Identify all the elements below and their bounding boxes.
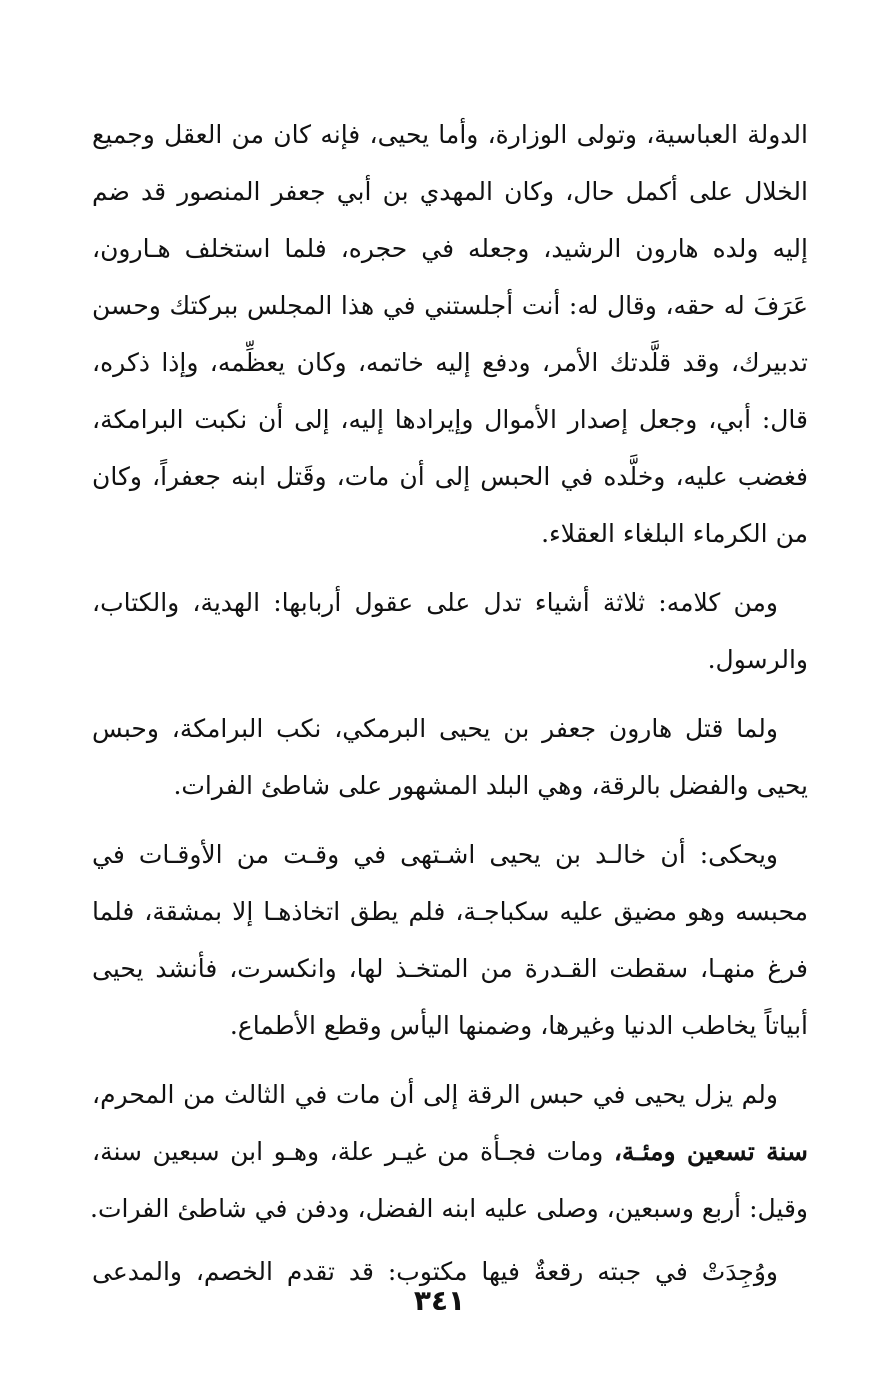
paragraph xyxy=(92,700,808,814)
text-line: من الكرماء البلغاء العقلاء. xyxy=(541,519,808,548)
paragraph xyxy=(92,574,808,688)
text-line: فغضب عليه، وخلَّده في الحبس إلى أن مات، وقَتل ابنه جعفراً، وكان xyxy=(92,462,808,491)
paragraph xyxy=(92,826,808,1054)
text-line: محبسه وهو مضيق عليه سكباجـة، فلم يطق اتخاذهـا إلا بمشقة، فلما xyxy=(92,897,808,926)
text-line: ووُجِدَتْ في جبته رقعةٌ فيها مكتوب: قد تقدم الخصم، والمدعى xyxy=(92,1257,778,1286)
text-line: ومن كلامه: ثلاثة أشياء تدل على عقول أربابها: الهدية، والكتاب، xyxy=(92,588,778,617)
line-remainder: ومات فجـأة من غيـر علة، وهـو ابن سبعين سنة، xyxy=(92,1137,614,1166)
text-line: الخلال على أكمل حال، وكان المهدي بن أبي جعفر المنصور قد ضم xyxy=(92,177,808,206)
text-line: ويحكى: أن خالـد بن يحيى اشـتهى في وقـت من الأوقـات في xyxy=(92,840,778,869)
paragraph xyxy=(92,106,808,562)
text-line: ولم يزل يحيى في حبس الرقة إلى أن مات في الثالث من المحرم، xyxy=(92,1080,778,1109)
text-line: أبياتاً يخاطب الدنيا وغيرها، وضمنها اليأس وقطع الأطماع. xyxy=(229,1011,808,1040)
paragraph-gap xyxy=(92,562,808,574)
paragraph-gap xyxy=(92,688,808,700)
text-line: والرسول. xyxy=(707,645,808,674)
paragraph-gap xyxy=(92,1054,808,1066)
text-line: ولما قتل هارون جعفر بن يحيى البرمكي، نكب البرامكة، وحبس xyxy=(92,714,778,743)
text-line: تدبيرك، وقد قلَّدتك الأمر، ودفع إليه خاتمه، وكان يعظِّمه، وإذا ذكره، xyxy=(92,348,808,377)
text-line: إليه ولده هارون الرشيد، وجعله في حجره، فلما استخلف هـارون، xyxy=(92,234,808,263)
paragraph xyxy=(92,1066,808,1237)
text-line: قال: أبي، وجعل إصدار الأموال وإيرادها إليه، إلى أن نكبت البرامكة، xyxy=(92,405,808,434)
page-number: ٣٤١ xyxy=(413,1284,466,1317)
text-line: عَرَفَ له حقه، وقال له: أنت أجلستني في هذا المجلس ببركتك وحسن xyxy=(92,291,808,320)
text-line-with-bold xyxy=(92,1123,808,1180)
paragraph-gap xyxy=(92,814,808,826)
text-line: فرغ منهـا، سقطت القـدرة من المتخـذ لها، وانكسرت، فأنشد يحيى xyxy=(92,954,808,983)
body-text xyxy=(92,106,808,1300)
bold-phrase: سنة تسعين ومئـة، xyxy=(613,1137,808,1166)
text-line: الدولة العباسية، وتولى الوزارة، وأما يحيى، فإنه كان من العقل وجميع xyxy=(92,120,808,149)
text-line: وقيل: أربع وسبعين، وصلى عليه ابنه الفضل، ودفن في شاطئ الفرات. xyxy=(90,1194,808,1223)
text-line: يحيى والفضل بالرقة، وهي البلد المشهور على شاطئ الفرات. xyxy=(173,771,808,800)
